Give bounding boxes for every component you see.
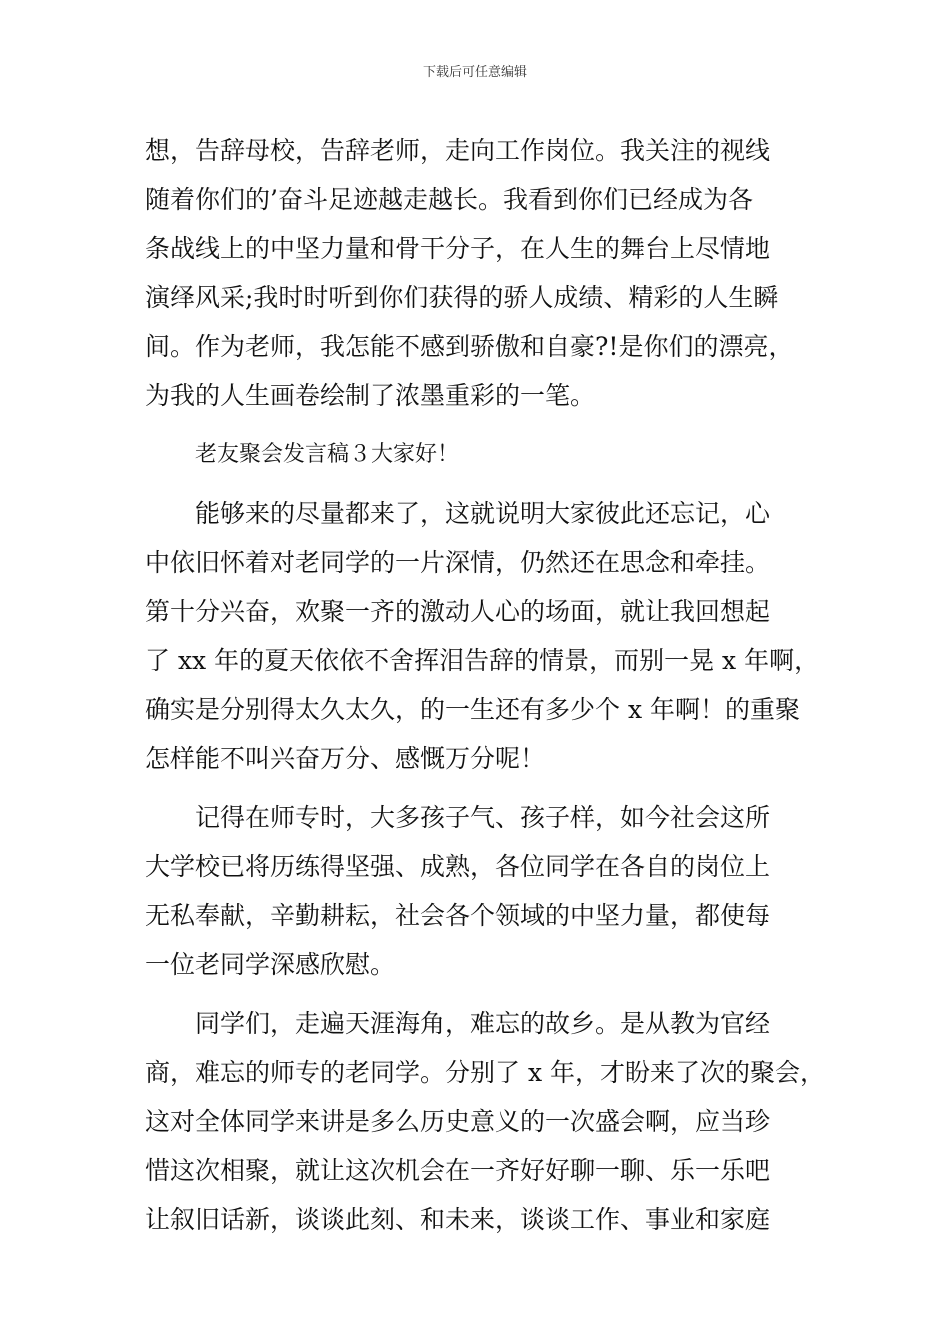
paragraph-3 [145, 793, 817, 989]
text-line: 条战线上的中坚力量和骨干分子，在人生的舞台上尽情地 [145, 234, 771, 263]
text-line: 怎样能不叫兴奋万分、感慨万分呢！ [145, 744, 546, 773]
text-line: 想，告辞母校，告辞老师，走向工作岗位。我关注的视线 [145, 136, 771, 165]
text-line: 一位老同学深感欣慰。 [145, 950, 396, 979]
page-header: 下载后可任意编辑 [422, 65, 527, 80]
text-line: 随着你们的’奋斗足迹越走越长。我看到你们已经成为各 [145, 185, 753, 214]
text-line: 间。作为老师，我怎能不感到骄傲和自豪?!是你们的漂亮， [145, 332, 794, 361]
text-line: 无私奉献，辛勤耕耘，社会各个领域的中坚力量，都使每 [145, 901, 771, 930]
paragraph-gap [145, 420, 817, 430]
text-line: 大学校已将历练得坚强、成熟，各位同学在各自的岗位上 [145, 852, 771, 881]
text-line: 演绎风采;我时时听到你们获得的骄人成绩、精彩的人生瞬 [145, 283, 779, 312]
text-line: 这对全体同学来讲是多么历史意义的一次盛会啊，应当珍 [145, 1107, 771, 1136]
text-line: 确实是分别得太久太久，的一生还有多少个 x 年啊！的重聚 [145, 695, 800, 724]
text-line: 记得在师专时，大多孩子气、孩子样，如今社会这所 [195, 803, 771, 832]
text-line: 让叙旧话新，谈谈此刻、和未来，谈谈工作、事业和家庭 [145, 1205, 771, 1234]
document-body [145, 126, 825, 1244]
paragraph-2 [145, 489, 820, 783]
paragraph-gap [145, 479, 817, 489]
text-line: 第十分兴奋，欢聚一齐的激动人心的场面，就让我回想起 [145, 597, 771, 626]
text-line: 商，难忘的师专的老同学。分别了 x 年，才盼来了次的聚会， [145, 1058, 825, 1087]
paragraph-gap [145, 989, 817, 999]
text-line: 为我的人生画卷绘制了浓墨重彩的一笔。 [145, 381, 596, 410]
paragraph-gap [145, 783, 817, 793]
text-line: 了 xx 年的夏天依依不舍挥泪告辞的情景，而别一晃 x 年啊， [145, 646, 820, 675]
paragraph-1 [145, 126, 817, 420]
section-heading: 老友聚会发言稿３大家好！ [195, 442, 460, 467]
paragraph-4 [145, 999, 825, 1244]
text-line: 能够来的尽量都来了，这就说明大家彼此还忘记，心 [195, 499, 771, 528]
text-line: 惜这次相聚，就让这次机会在一齐好好聊一聊、乐一乐吧 [145, 1156, 771, 1185]
text-line: 中依旧怀着对老同学的一片深情，仍然还在思念和牵挂。 [145, 548, 771, 577]
text-line: 同学们，走遍天涯海角，难忘的故乡。是从教为官经 [195, 1009, 771, 1038]
